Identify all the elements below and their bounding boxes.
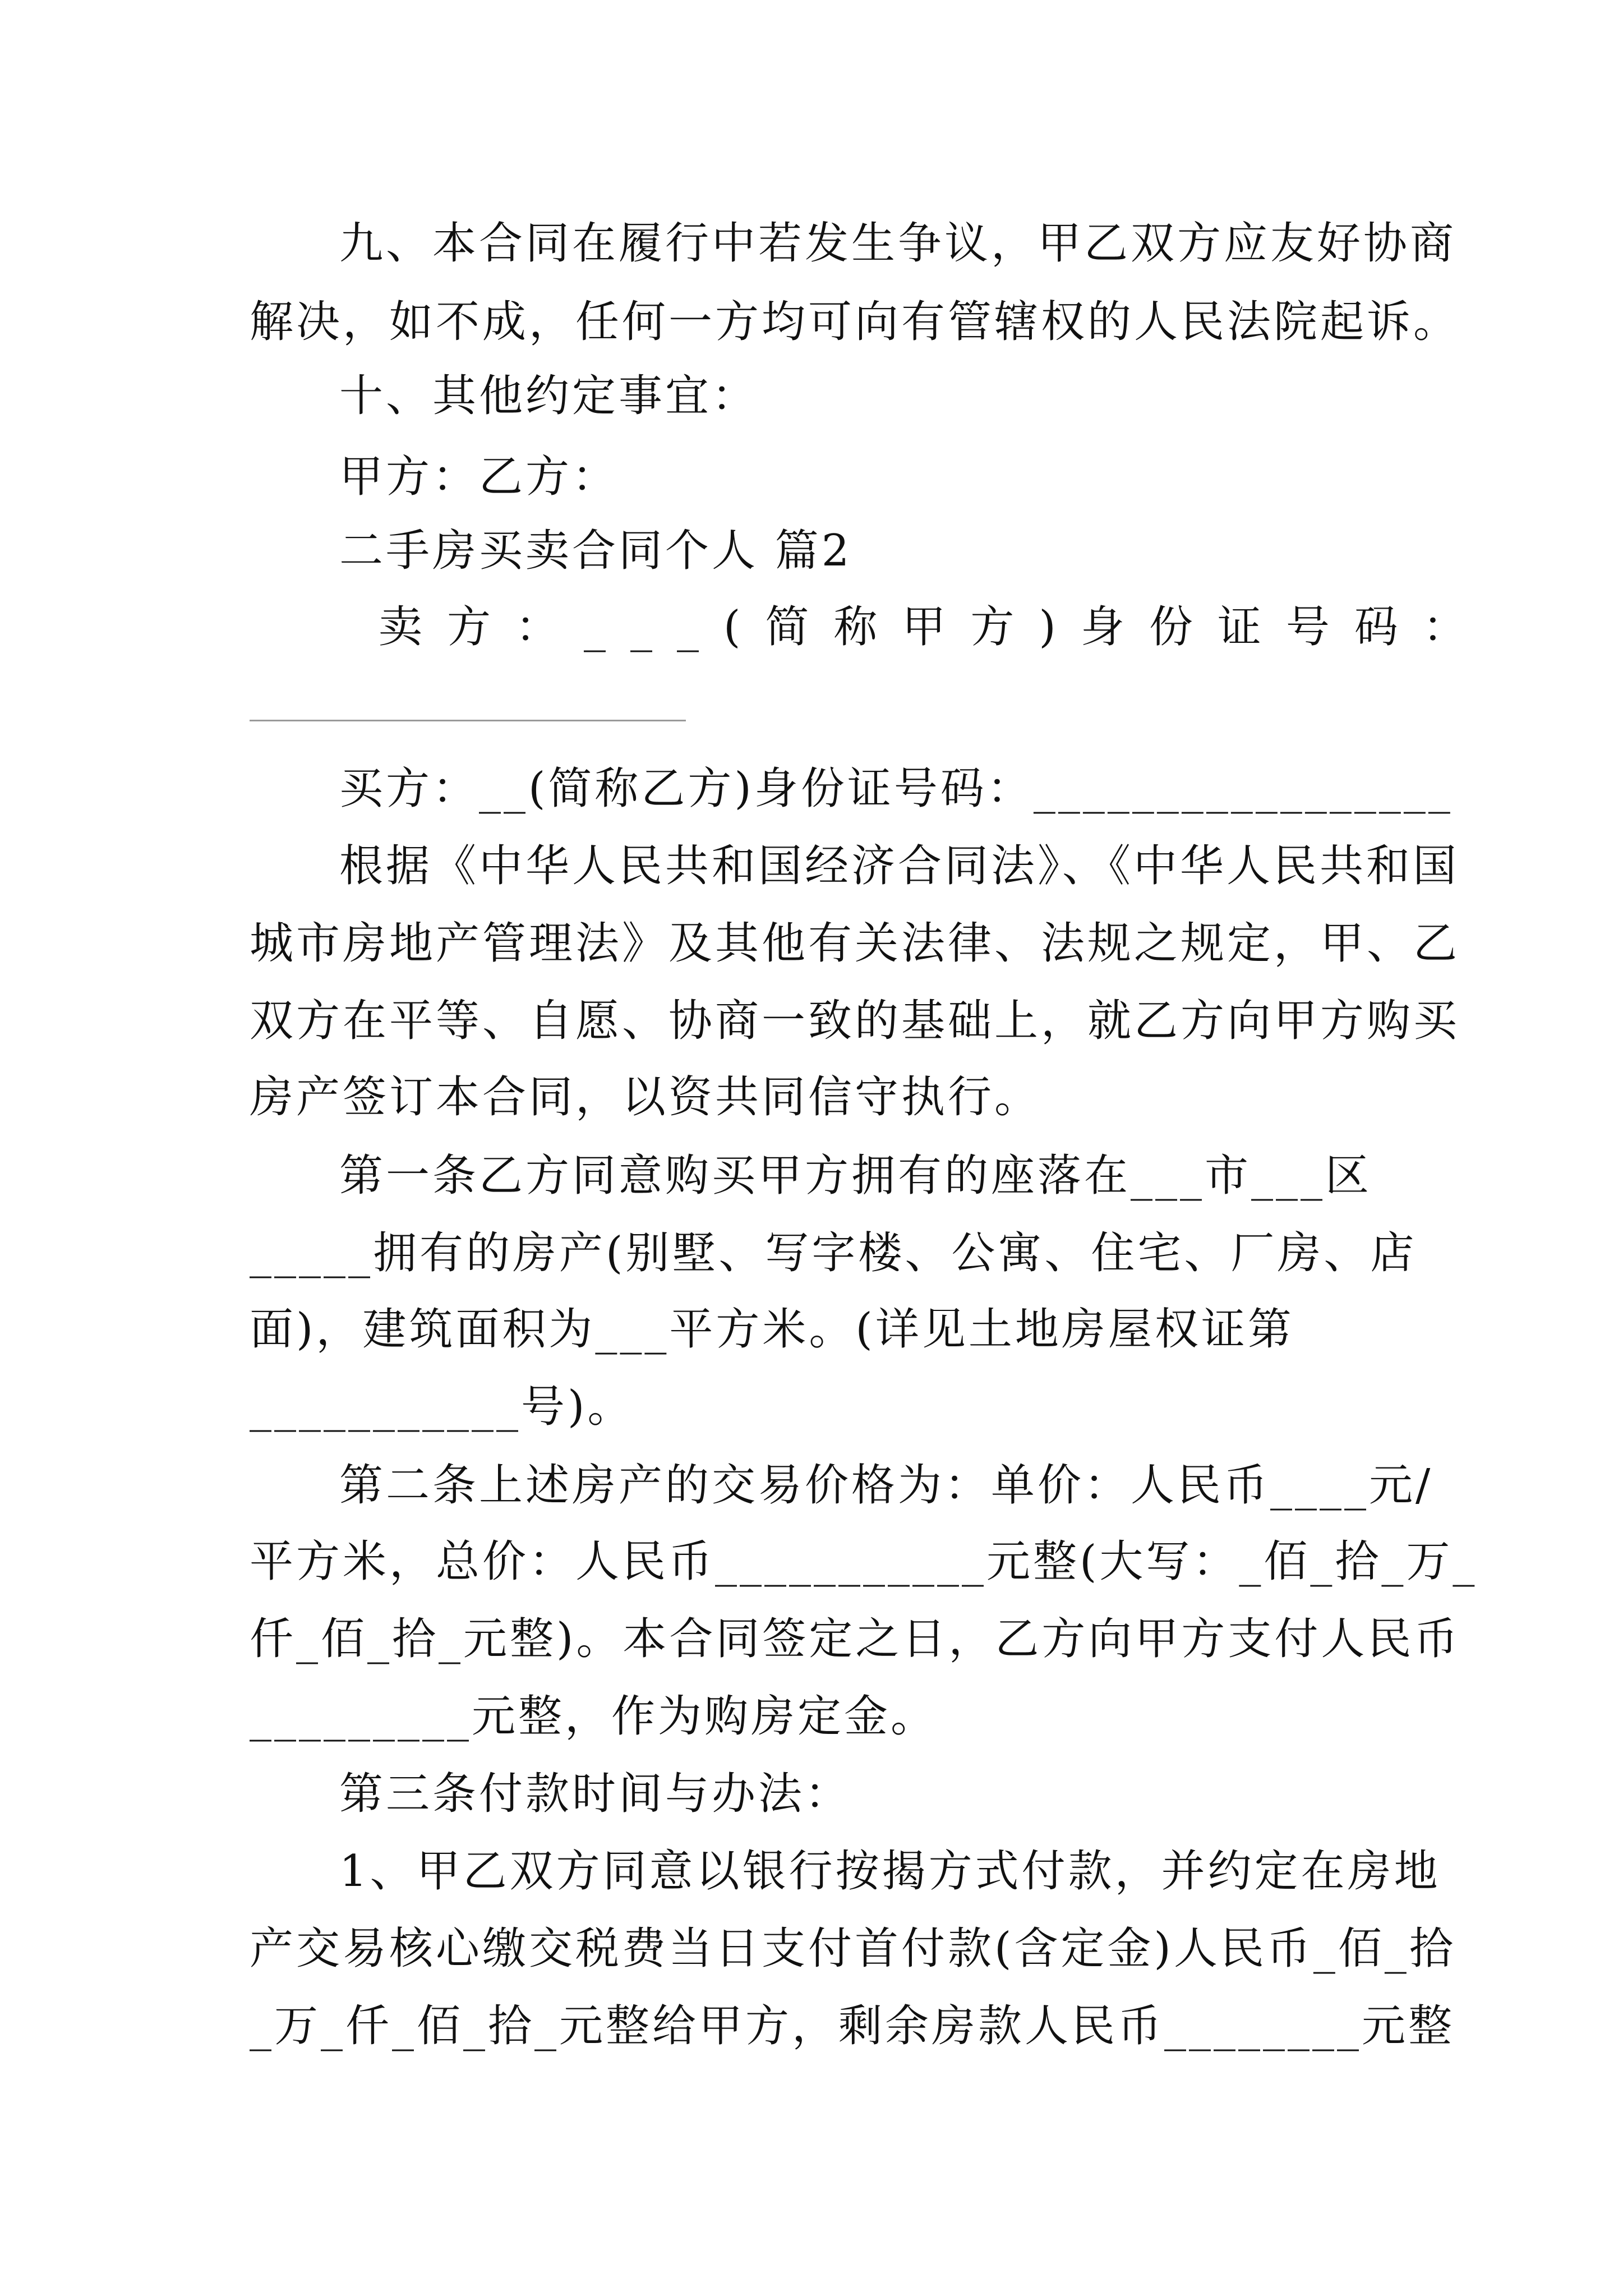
party-signatures: 甲方：乙方： xyxy=(339,452,619,502)
preamble-line-1: 根据《中华人民共和国经济合同法》、《中华人民共和国 xyxy=(339,841,1460,891)
payment-item-1-line-3: _万_仟_佰_拾_元整给甲方，剩余房款人民币________元整 xyxy=(250,2001,1455,2051)
seller-line: 卖方：___(简称甲方)身份证号码： xyxy=(379,602,1491,652)
buyer-line: 买方：__(简称乙方)身份证号码：_________________ xyxy=(339,763,1453,814)
article-two-line-3: 仟_佰_拾_元整)。本合同签定之日，乙方向甲方支付人民币 xyxy=(250,1614,1461,1664)
preamble-line-2: 城市房地产管理法》及其他有关法律、法规之规定，甲、乙 xyxy=(250,918,1460,969)
article-one-line-1: 第一条乙方同意购买甲方拥有的座落在___市___区 xyxy=(339,1151,1372,1201)
article-two-line-4: _________元整，作为购房定金。 xyxy=(250,1691,938,1742)
payment-item-1-line-2: 产交易核心缴交税费当日支付首付款(含定金)人民币_佰_拾 xyxy=(250,1924,1456,1974)
article-one-line-3: 面)，建筑面积为___平方米。(详见土地房屋权证第 xyxy=(250,1304,1294,1355)
article-two-line-1: 第二条上述房产的交易价格为：单价：人民币____元/ xyxy=(339,1460,1433,1511)
article-one-line-4: ___________号)。 xyxy=(250,1382,634,1432)
article-one-line-2: _____拥有的房产(别墅、写字楼、公寓、住宅、厂房、店 xyxy=(250,1228,1417,1278)
seller-id-underline xyxy=(250,720,686,721)
clause-nine-line-2: 解决，如不成，任何一方均可向有管辖权的人民法院起诉。 xyxy=(250,297,1460,347)
clause-ten: 十、其他约定事宜： xyxy=(339,371,759,421)
preamble-line-4: 房产签订本合同，以资共同信守执行。 xyxy=(250,1072,1041,1122)
clause-nine-line-1: 九、本合同在履行中若发生争议，甲乙双方应友好协商 xyxy=(339,218,1457,269)
preamble-line-3: 双方在平等、自愿、协商一致的基础上，就乙方向甲方购买 xyxy=(250,996,1460,1046)
payment-item-1-line-1: 1、甲乙双方同意以银行按揭方式付款，并约定在房地 xyxy=(339,1846,1441,1897)
section-heading: 二手房买卖合同个人 篇2 xyxy=(339,526,852,576)
article-three-heading: 第三条付款时间与办法： xyxy=(339,1769,852,1819)
article-two-line-2: 平方米，总价：人民币___________元整(大写：_佰_拾_万_ xyxy=(250,1536,1478,1587)
